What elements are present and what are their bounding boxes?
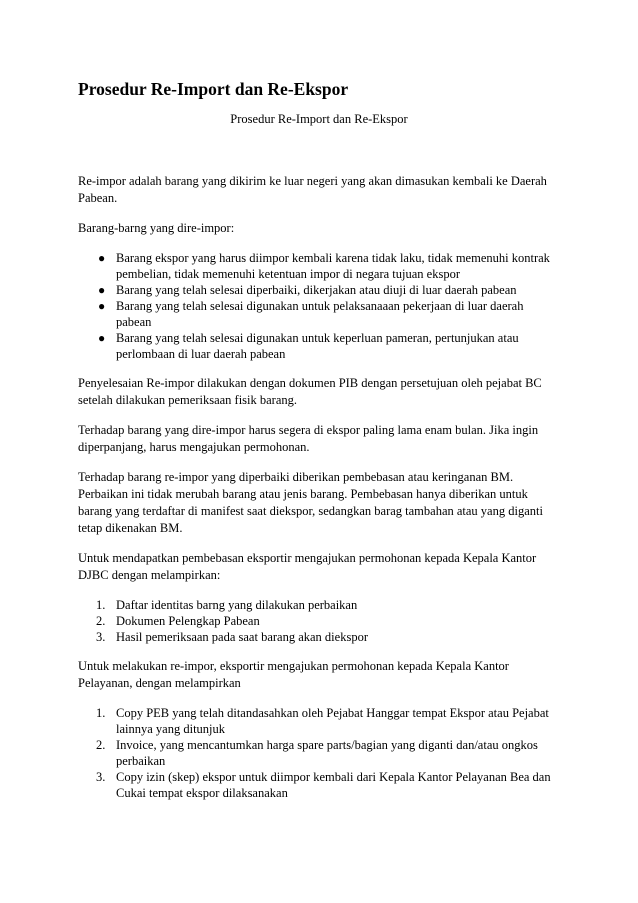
list-item: ● Barang yang telah selesai digunakan untuk pelaksanaaan pekerjaan di luar daerah pabean — [98, 299, 524, 329]
list-item: 1. Copy PEB yang telah ditandasahkan oleh Pejabat Hanggar tempat Ekspor atau Pejabat lainnya yang ditunjuk — [96, 706, 549, 736]
numbered-list-reimport — [78, 705, 560, 801]
list-item: 2. Dokumen Pelengkap Pabean — [96, 614, 260, 628]
paragraph-reimport-request: Untuk melakukan re-impor, eksportir mengajukan permohonan kepada Kepala Kantor Pelayanan, dengan melampirkan — [78, 659, 509, 690]
paragraph-exemption-request: Untuk mendapatkan pembebasan eksportir mengajukan permohonan kepada Kepala Kantor DJBC dengan melampirkan: — [78, 551, 537, 582]
paragraph-definition: Re-impor adalah barang yang dikirim ke luar negeri yang akan dimasukan kembali ke Daerah Pabean. — [78, 174, 547, 205]
list-item: 3. Hasil pemeriksaan pada saat barang akan diekspor — [96, 630, 368, 644]
list-item: 1. Daftar identitas barng yang dilakukan perbaikan — [96, 598, 358, 612]
bullet-icon: ● — [98, 283, 106, 297]
list-item: 2. Invoice, yang mencantumkan harga spare parts/bagian yang diganti dan/atau ongkos perbaikan — [96, 738, 538, 768]
paragraph-items-intro: Barang-barng yang dire-impor: — [78, 221, 235, 235]
bullet-list — [78, 250, 560, 362]
paragraph-exemption: Terhadap barang re-impor yang diperbaiki diberikan pembebasan atau keringanan BM. — [78, 470, 514, 484]
list-item: ● Barang yang telah selesai diperbaiki, dikerjakan atau diuji di luar daerah pabean — [98, 283, 517, 297]
paragraph-export-deadline: Terhadap barang yang dire-impor harus segera di ekspor paling lama enam bulan. Jika ingin diperpanjang, harus mengajukan permohonan. — [78, 423, 539, 454]
list-item: ● Barang yang telah selesai digunakan untuk keperluan pameran, pertunjukan atau perlombaan di luar daerah pabean — [98, 331, 519, 361]
bullet-icon: ● — [98, 331, 106, 345]
bullet-icon: ● — [98, 251, 106, 265]
paragraph-settlement: Penyelesaian Re-impor dilakukan dengan dokumen PIB dengan persetujuan oleh pejabat BC setelah dilakukan pemeriksaan fisik barang. — [78, 376, 542, 407]
numbered-list-exemption — [78, 597, 560, 645]
paragraph-repair-details: Perbaikan ini tidak merubah barang atau jenis barang. Pembebasan hanya diberikan untuk barang yang terdaftar di manifest saat diekspor, sedangkan barag tambahan atau yang diganti tetap dikenakan BM. — [78, 487, 543, 535]
list-item: ● Barang ekspor yang harus diimpor kembali karena tidak laku, tidak memenuhi kontrak pembelian, tidak memenuhi ketentuan impor di negara tujuan ekspor — [98, 251, 550, 281]
list-item: 3. Copy izin (skep) ekspor untuk diimpor kembali dari Kepala Kantor Pelayanan Bea dan Cukai tempat ekspor dilaksanakan — [96, 770, 551, 800]
document-subtitle: Prosedur Re-Import dan Re-Ekspor — [230, 112, 408, 126]
document-title: Prosedur Re-Import dan Re-Ekspor — [78, 79, 349, 99]
bullet-icon: ● — [98, 299, 106, 313]
